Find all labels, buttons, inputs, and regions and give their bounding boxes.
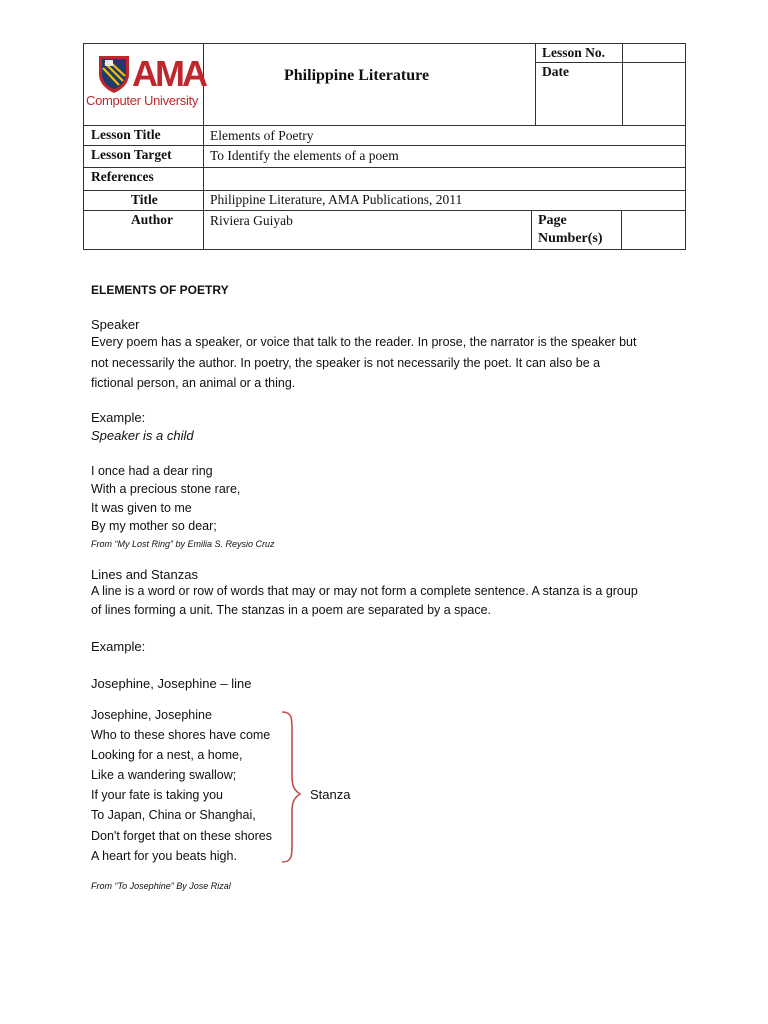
date-label: Date	[542, 64, 569, 79]
lesson-title-value: Elements of Poetry	[210, 128, 314, 143]
shield-icon	[97, 54, 131, 94]
line-example: Josephine, Josephine – line	[91, 676, 252, 691]
speaker-heading: Speaker	[91, 317, 140, 332]
speaker-poem: I once had a dear ring With a precious stone rare, It was given to me By my mother so dear;	[91, 464, 241, 533]
logo-subtitle: Computer University	[86, 93, 199, 108]
stanza-brace-icon	[280, 710, 302, 864]
author-value: Riviera Guiyab	[210, 213, 293, 228]
speaker-paragraph: Every poem has a speaker, or voice that talk to the reader. In prose, the narrator is the speaker but not necessarily the author. In poetry, the speaker is not necessarily the poet. It can also be a fictional person, an animal or a thing.	[91, 335, 637, 390]
stanza-source: From “To Josephine” By Jose Rizal	[91, 881, 231, 891]
stanza-poem: Josephine, Josephine Who to these shores have come Looking for a nest, a home, Like a wandering swallow; If your fate is taking you To Japan, China or Shanghai, Don't forget that on these shores A heart for you beats high.	[91, 708, 272, 863]
speaker-example-label: Example:	[91, 410, 146, 425]
references-label: References	[91, 169, 154, 184]
lesson-title-label: Lesson Title	[91, 127, 161, 142]
logo-text: AMA	[132, 53, 205, 94]
stanza-label: Stanza	[310, 787, 351, 802]
main-heading: ELEMENTS OF POETRY	[91, 283, 229, 297]
lines-stanzas-heading: Lines and Stanzas	[91, 567, 198, 582]
ama-logo	[86, 52, 205, 116]
title-label: Title	[131, 192, 158, 207]
lines-example-label: Example:	[91, 639, 146, 654]
author-label: Author	[131, 212, 174, 227]
lesson-target-label: Lesson Target	[91, 147, 172, 162]
lesson-no-label: Lesson No.	[542, 45, 606, 60]
title-value: Philippine Literature, AMA Publications, 2011	[210, 192, 463, 207]
lesson-target-value: To Identify the elements of a poem	[210, 148, 399, 163]
page-numbers-label: Page Number(s)	[538, 213, 603, 246]
lines-stanzas-paragraph: A line is a word or row of words that may or may not form a complete sentence. A stanza is a group of lines forming a unit. The stanzas in a poem are separated by a space.	[91, 584, 638, 617]
speaker-source: From “My Lost Ring” by Emilia S. Reysio Cruz	[91, 539, 275, 549]
speaker-example-note: Speaker is a child	[91, 428, 194, 443]
course-title: Philippine Literature	[284, 67, 430, 84]
